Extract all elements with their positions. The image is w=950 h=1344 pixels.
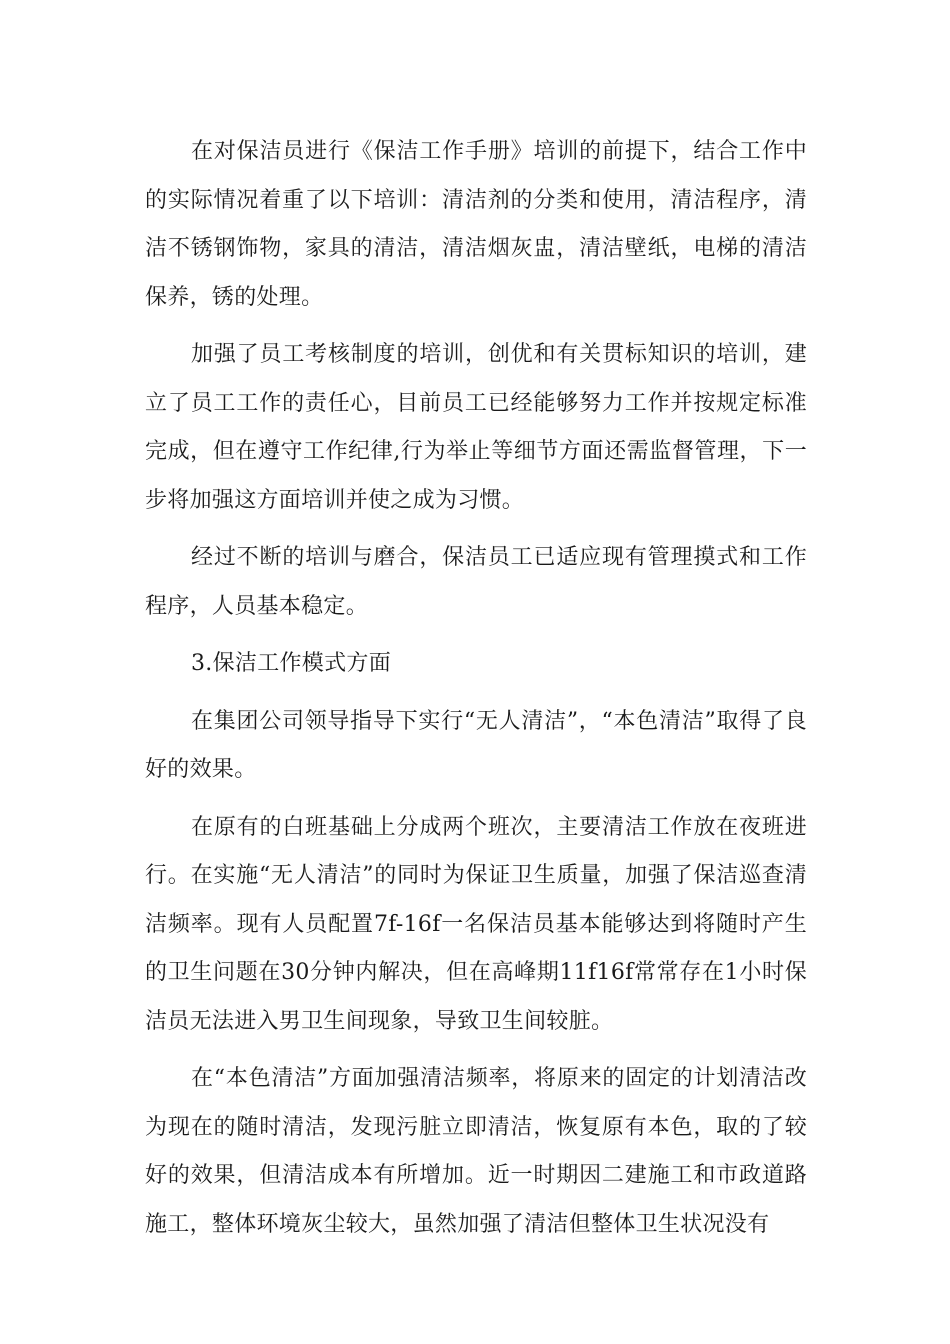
paragraph-shift-arrangement: 在原有的白班基础上分成两个班次，主要清洁工作放在夜班进行。在实施“无人清洁”的同时为保证卫生质量，加强了保洁巡查清洁频率。现有人员配置7f-16f一名保洁员基本能够达到将随时产生的卫生问题在30分钟内解决，但在高峰期11f16f常常存在1小时保洁员无法进入男卫生间现象，导致卫生间较脏。 bbox=[145, 814, 807, 1034]
section-heading-work-mode: 3.保洁工作模式方面 bbox=[191, 651, 391, 676]
paragraph-training-content: 在对保洁员进行《保洁工作手册》培训的前提下，结合工作中的实际情况着重了以下培训：清洁剂的分类和使用，清洁程序，清洁不锈钢饰物，家具的清洁，清洁烟灰盅，清洁壁纸，电梯的清洁保养，锈的处理。 bbox=[145, 139, 807, 310]
paragraph-unmanned-cleaning: 在集团公司领导指导下实行“无人清洁”，“本色清洁”取得了良好的效果。 bbox=[145, 708, 807, 782]
paragraph-assessment-training: 加强了员工考核制度的培训，创优和有关贯标知识的培训，建立了员工工作的责任心，目前员工已经能够努力工作并按规定标准完成，但在遵守工作纪律,行为举止等细节方面还需监督管理，下一步将加强这方面培训并使之成为习惯。 bbox=[145, 342, 807, 513]
paragraph-staff-stability: 经过不断的培训与磨合，保洁员工已适应现有管理摸式和工作程序，人员基本稳定。 bbox=[145, 545, 807, 619]
paragraph-natural-color-cleaning: 在“本色清洁”方面加强清洁频率，将原来的固定的计划清洁改为现在的随时清洁，发现污脏立即清洁，恢复原有本色，取的了较好的效果，但清洁成本有所增加。近一时期因二建施工和市政道路施工，整体环境灰尘较大，虽然加强了清洁但整体卫生状况没有 bbox=[145, 1066, 807, 1237]
document-body bbox=[145, 128, 807, 1258]
